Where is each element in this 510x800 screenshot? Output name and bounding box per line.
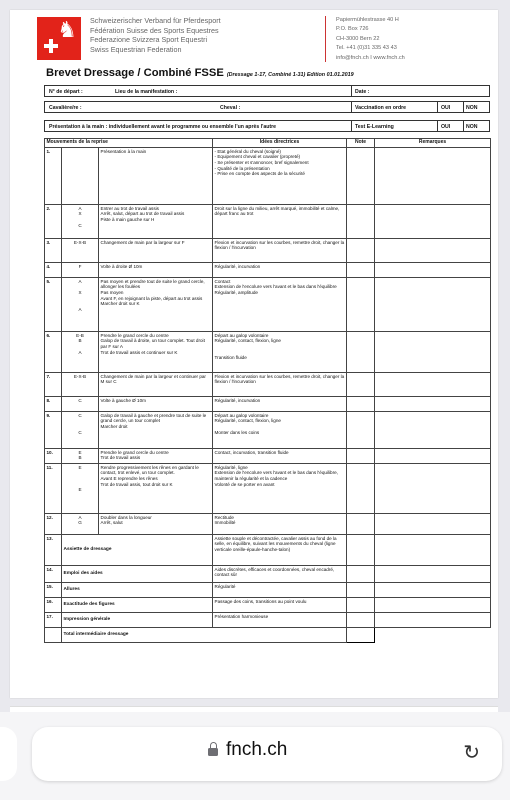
note-cell[interactable] [347, 412, 375, 449]
table-row [45, 566, 491, 583]
lock-icon [208, 748, 218, 756]
ideas-cell: Régularité, incurvation [213, 397, 347, 412]
table-row [45, 583, 491, 598]
remarks-cell[interactable] [375, 239, 491, 263]
row-number: 16. [45, 598, 62, 613]
total-row [45, 628, 491, 643]
movement-cell: Rendre progressivement les rênes en gardant le contact, trot enlevé, un tour complet. Avant E reprendre les rênes Trot de travail assis, tout droit sur K [99, 464, 213, 514]
letters-cell: E-X-B [62, 239, 99, 263]
table-row [45, 205, 491, 239]
remarks-cell[interactable] [375, 514, 491, 535]
movement-cell: Prendre le grand cercle du centre Galop de travail à droite, un tour complet. Tout droit par F sur A Trot de travail assis et continuer sur K [99, 332, 213, 373]
total-blank [375, 628, 491, 643]
remarks-cell[interactable] [375, 278, 491, 332]
table-row [45, 373, 491, 397]
note-cell[interactable] [347, 598, 375, 613]
federation-line: Schweizerischer Verband für Pferdesport [90, 16, 221, 25]
depart-label: N° de départ : [49, 88, 83, 95]
ideas-cell: Régularité [213, 583, 347, 598]
browser-bottom-bar [0, 712, 510, 800]
federation-line: Federazione Svizzera Sport Equestri [90, 35, 208, 45]
table-row [45, 449, 491, 464]
letters-cell: A G [62, 514, 99, 535]
note-cell[interactable] [347, 613, 375, 628]
address-line: Papiermühlestrasse 40 H [336, 17, 399, 23]
horse-label: Cheval : [220, 104, 241, 111]
letters-cell: A X C [62, 205, 99, 239]
table-row [45, 514, 491, 535]
remarks-cell[interactable] [375, 598, 491, 613]
rider-label: Cavalière/re : [49, 104, 82, 111]
table-row [45, 464, 491, 514]
movement-cell: Changement de main par la largeur et continuer par M sur C [99, 373, 213, 397]
note-cell[interactable] [347, 278, 375, 332]
vaccination-oui[interactable]: OUI [441, 104, 451, 111]
ideas-cell: Flexion et incurvation sur les courbes, remettre droit, changer la flexion / l'incurvation [213, 239, 347, 263]
remarks-cell[interactable] [375, 205, 491, 239]
movement-cell: Entrer au trot de travail assis Arrêt, salut, départ au trot de travail assis Piste à main gauche sur H [99, 205, 213, 239]
remarks-cell[interactable] [375, 535, 491, 566]
note-cell[interactable] [347, 464, 375, 514]
note-cell[interactable] [347, 397, 375, 412]
movements-table [44, 138, 491, 643]
header-ideas: Idées directrices [213, 139, 347, 148]
total-label: Total intermédiaire dressage [62, 628, 347, 643]
swiss-cross-icon [44, 39, 58, 53]
movement-cell: Emploi des aides [62, 566, 213, 583]
ideas-cell: Passage des coins, transitions au point voulu [213, 598, 347, 613]
presentation-label: Présentation à la main : individuellement avant le programme ou ensemble l'un après l'autre [49, 123, 277, 130]
address-line: Tel. +41 (0)31 335 43 43 [336, 45, 397, 52]
federation-address [325, 16, 405, 62]
remarks-cell[interactable] [375, 583, 491, 598]
note-cell[interactable] [347, 583, 375, 598]
federation-line: Fédération Suisse des Sports Equestres [90, 25, 219, 35]
federation-names [90, 16, 221, 54]
note-cell[interactable] [347, 449, 375, 464]
ideas-cell: Flexion et incurvation sur les courbes, remettre droit, changer la flexion / l'incurvation [213, 373, 347, 397]
vaccination-label: Vaccination en ordre [355, 104, 407, 111]
movement-cell: Volte à gauche Ø 10m [99, 397, 213, 412]
table-row [45, 263, 491, 278]
note-cell[interactable] [347, 566, 375, 583]
title-text: Brevet Dressage / Combiné FSSE [46, 67, 224, 79]
movement-cell: Doubler dans la longueur Arrêt, salut [99, 514, 213, 535]
row-number: 15. [45, 583, 62, 598]
row-number: 11. [45, 464, 62, 514]
remarks-cell[interactable] [375, 412, 491, 449]
total-note-cell[interactable] [347, 628, 375, 643]
elearning-label: Test E-Learning [355, 123, 394, 130]
table-row [45, 239, 491, 263]
remarks-cell[interactable] [375, 464, 491, 514]
row-number: 8. [45, 397, 62, 412]
note-cell[interactable] [347, 373, 375, 397]
movement-cell: Exactitude des figures [62, 598, 213, 613]
movement-cell: Pas moyen et prendre tout de suite le grand cercle, allonger les foulées Pas moyen Avant F, en rejoignant la piste, départ au trot assis Marcher droit sur K [99, 278, 213, 332]
table-row [45, 598, 491, 613]
movement-cell: Prendre le grand cercle du centre Trot de travail assis [99, 449, 213, 464]
elearning-oui[interactable]: OUI [441, 123, 451, 130]
table-row [45, 535, 491, 566]
ideas-cell: Départ au galop volontaire Régularité, contact, flexion, ligne Transition fluide [213, 332, 347, 373]
letters-cell: E B [62, 449, 99, 464]
ideas-cell: Contact, incurvation, transition fluide [213, 449, 347, 464]
row-number: 4. [45, 263, 62, 278]
remarks-cell[interactable] [375, 332, 491, 373]
letters-cell: C C [62, 412, 99, 449]
header-remarks: Remarques [375, 139, 491, 148]
letters-cell: F [62, 263, 99, 278]
ideas-cell: Rectitude Immobilité [213, 514, 347, 535]
letters-cell: A X A [62, 278, 99, 332]
row-number: 13. [45, 535, 62, 566]
fnch-logo [37, 17, 81, 60]
note-cell[interactable] [347, 535, 375, 566]
movement-cell: Assiette de dressage [62, 535, 213, 566]
movement-cell: Galop de travail à gauche et prendre tout de suite le grand cercle, un tour complet Marcher droit [99, 412, 213, 449]
row-number: 14. [45, 566, 62, 583]
address-line: CH-3000 Bern 22 [336, 35, 380, 42]
note-cell[interactable] [347, 514, 375, 535]
row-number: 7. [45, 373, 62, 397]
total-spacer [45, 628, 62, 643]
table-header [45, 139, 491, 148]
movement-cell: Changement de main par la largeur sur F [99, 239, 213, 263]
previous-tab-edge[interactable] [0, 727, 17, 781]
note-cell[interactable] [347, 205, 375, 239]
lieu-label: Lieu de la manifestation : [115, 88, 178, 95]
letters-cell [62, 148, 99, 205]
horse-head-icon: ♞ [57, 18, 77, 43]
row-number: 3. [45, 239, 62, 263]
reload-icon[interactable]: ↻ [463, 740, 480, 764]
form-row-depart [44, 85, 490, 97]
note-cell[interactable] [347, 332, 375, 373]
row-number: 2. [45, 205, 62, 239]
table-row [45, 397, 491, 412]
elearning-non[interactable]: NON [466, 123, 478, 130]
row-number: 17. [45, 613, 62, 628]
table-row [45, 412, 491, 449]
movement-cell: Impression générale [62, 613, 213, 628]
letters-cell: E-B B A [62, 332, 99, 373]
vaccination-non[interactable]: NON [466, 104, 478, 111]
url-text[interactable]: fnch.ch [226, 739, 288, 760]
letters-cell: E-X-B [62, 373, 99, 397]
row-number: 10. [45, 449, 62, 464]
header-movements: Mouvements de la reprise [45, 139, 213, 148]
row-number: 9. [45, 412, 62, 449]
ideas-cell: Présentation harmonieuse [213, 613, 347, 628]
remarks-cell[interactable] [375, 613, 491, 628]
address-line: P.O. Box 726 [336, 26, 369, 33]
movement-cell: Volte à droite Ø 10m [99, 263, 213, 278]
ideas-cell: Droit sur la ligne du milieu, arrêt marqué, immobilité et calme, départ franc au trot [213, 205, 347, 239]
remarks-cell[interactable] [375, 263, 491, 278]
form-row-rider [44, 101, 490, 113]
letters-cell: C [62, 397, 99, 412]
row-number: 1. [45, 148, 62, 205]
table-row [45, 613, 491, 628]
note-cell[interactable] [347, 263, 375, 278]
title-edition: (Dressage 1-17, Combiné 1-31) Edition 01.01.2019 [226, 72, 354, 78]
ideas-cell: Régularité, incurvation [213, 263, 347, 278]
ideas-cell: - Etat général du cheval (soigné) - Equipement cheval et cavalier (propreté) - Se présenter et s'annoncer, bref signalement - Qualité de la présentation - Prise en compte des aspects de la sécurité [213, 148, 347, 205]
movement-cell: Allures [62, 583, 213, 598]
note-cell[interactable] [347, 148, 375, 205]
row-number: 5. [45, 278, 62, 332]
form-row-presentation [44, 120, 490, 132]
table-row [45, 278, 491, 332]
ideas-cell: Assiette souple et décontractée, cavalier assis au fond de la selle, en équilibre, suivant les mouvements du cheval (ligne verticale oreille-épaule-hanche-talon) [213, 535, 347, 566]
table-row [45, 332, 491, 373]
remarks-cell[interactable] [375, 397, 491, 412]
note-cell[interactable] [347, 239, 375, 263]
address-bar[interactable] [32, 727, 502, 781]
remarks-cell[interactable] [375, 373, 491, 397]
ideas-cell: Départ au galop volontaire Régularité, contact, flexion, ligne Monter dans les coins [213, 412, 347, 449]
remarks-cell[interactable] [375, 148, 491, 205]
ideas-cell: Régularité, ligne Extension de l'encolure vers l'avant et le bas dans l'équilibre, maintenir la régularité et la cadence Volonté de se porter en avant [213, 464, 347, 514]
address-line: info@fnch.ch I www.fnch.ch [336, 54, 405, 61]
header-note: Note [347, 139, 375, 148]
row-number: 12. [45, 514, 62, 535]
date-label: Date : [355, 88, 370, 95]
document-title [46, 67, 354, 79]
remarks-cell[interactable] [375, 449, 491, 464]
letters-cell: E E [62, 464, 99, 514]
federation-line: Swiss Equestrian Federation [90, 44, 182, 54]
ideas-cell: Aides discrètes, efficaces et coordonnées, cheval encadré, contact sûr [213, 566, 347, 583]
ideas-cell: Contact Extension de l'encolure vers l'avant et le bas dans l'équilibre Régularité, amplitude [213, 278, 347, 332]
row-number: 6. [45, 332, 62, 373]
movement-cell: Présentation à la main [99, 148, 213, 205]
table-row [45, 148, 491, 205]
remarks-cell[interactable] [375, 566, 491, 583]
